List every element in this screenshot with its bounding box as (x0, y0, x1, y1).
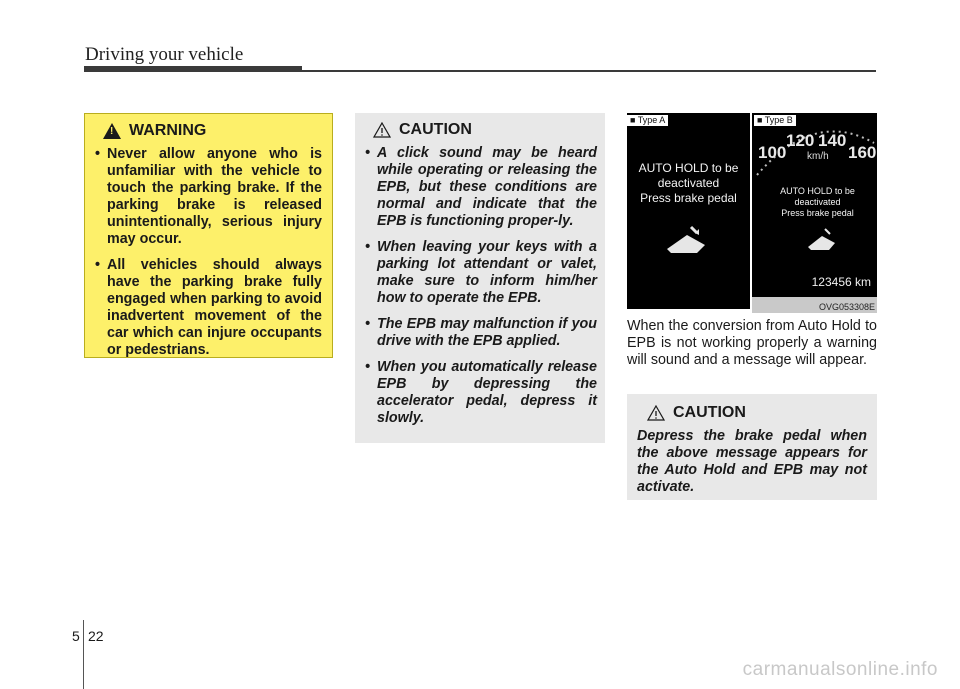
caution-triangle-icon (373, 122, 391, 138)
type-a-label: ■ Type A (627, 115, 668, 126)
warning-title: WARNING (129, 122, 207, 139)
auto-hold-message-a: AUTO HOLD to be deactivated Press brake pedal (638, 161, 739, 205)
caution-title: CAUTION (673, 404, 746, 421)
speed-tick-label: 160 (848, 143, 877, 162)
odometer-readout: 123456 km (811, 275, 871, 289)
caution-item: • A click sound may be heard while operating or releasing the EPB, but these conditions are normal and indicate that the EPB is functioning proper-ly. (363, 145, 597, 230)
speed-unit: km/h (807, 151, 829, 162)
brake-pedal-icon (661, 223, 713, 257)
page-header-title: Driving your vehicle (85, 44, 244, 65)
watermark: carmanualsonline.info (742, 659, 938, 680)
cluster-display-type-a (627, 113, 750, 309)
figure-caption-strip (752, 297, 877, 313)
caution-item: • The EPB may malfunction if you drive with the EPB applied. (363, 316, 597, 350)
warning-box (84, 113, 333, 358)
header-rule-thin (302, 70, 876, 72)
caution-header (647, 404, 867, 422)
speed-tick-label: 100 (758, 143, 787, 162)
warning-item: • Never allow anyone who is unfamiliar with the vehicle to touch the parking brake. If the parking brake is released unintentionally, serious injury may occur. (93, 146, 322, 248)
caution-title: CAUTION (399, 121, 472, 138)
figure-code: OVG053308E (818, 302, 875, 312)
caution-header (373, 121, 597, 139)
brake-pedal-icon (804, 227, 840, 253)
caution-list (363, 145, 597, 427)
caution-box-auto-hold (627, 394, 877, 500)
page-number: 22 (88, 628, 104, 644)
caution-item: • When you automatically release EPB by depressing the accelerator pedal, depress it slowly. (363, 359, 597, 427)
warning-triangle-icon (103, 123, 121, 139)
caution-item: • When leaving your keys with a parking lot attendant or valet, make sure to inform him/her how to operate the EPB. (363, 239, 597, 307)
auto-hold-message-b: AUTO HOLD to be deactivated Press brake pedal (780, 186, 855, 218)
type-b-label: ■ Type B (754, 115, 796, 126)
chapter-number: 5 (72, 628, 80, 644)
caution-triangle-icon (647, 405, 665, 421)
warning-header (103, 122, 322, 140)
caution-box-epb (355, 113, 605, 443)
auto-hold-message-figure (627, 113, 877, 313)
body-paragraph: When the conversion from Auto Hold to EPB is not working properly a warning will sound and a message will appear. (627, 318, 877, 368)
cluster-display-type-b (752, 113, 877, 309)
footer-divider (83, 620, 84, 689)
header-rule-thick (84, 66, 302, 72)
warning-item: • All vehicles should always have the parking brake fully engaged when parking to avoid inadvertent movement of the car which can injure occupants or pedestrians. (93, 257, 322, 359)
warning-list (93, 146, 322, 359)
speed-tick-label: 140 (818, 131, 847, 150)
caution-text: Depress the brake pedal when the above message appears for the Auto Hold and EPB may not activate. (637, 428, 867, 495)
speed-tick-label: 120 (786, 131, 815, 150)
